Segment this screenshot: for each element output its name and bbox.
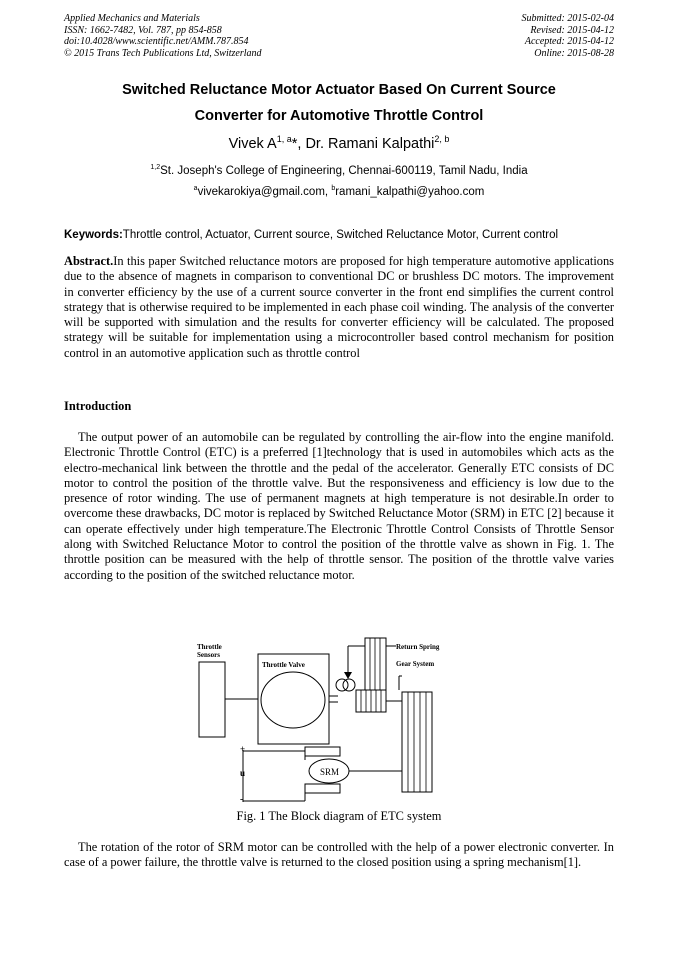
- journal-info: [64, 13, 262, 59]
- abstract-label: Abstract.: [64, 254, 114, 268]
- abstract-text: In this paper Switched reluctance motors are proposed for high temperature automotive applications due to the absence of magnets in comparison to conventional DC or brushless DC motors. The improvement in converter efficiency by the use of a current source converter in the front end simplifies the current control strategy that is otherwise required to be implemented in each phase coil winding. The analysis of the converter will be supported with simulation and the results for converter efficiency will be calculated. The proposed strategy will be suitable for implementation using a microcontroller based control mechanism for position control in an automotive application such as throttle control: [64, 254, 614, 360]
- gear-system-label: Gear System: [396, 660, 435, 668]
- email-2: ramani_kalpathi@yahoo.com: [335, 185, 485, 198]
- paper-title-line-2: Converter for Automotive Throttle Control: [194, 108, 484, 124]
- copyright-line: © 2015 Trans Tech Publications Ltd, Switzerland: [64, 47, 262, 59]
- minus-label: -: [240, 794, 243, 804]
- gear-system-block: [402, 692, 432, 792]
- figure-caption: Fig. 1 The Block diagram of ETC system: [236, 809, 442, 823]
- intro-paragraph-2: [64, 840, 614, 871]
- throttle-sensors-label-1: Throttle: [197, 643, 222, 651]
- accepted-date: Accepted: 2015-04-12: [524, 36, 614, 47]
- return-spring-block: [365, 638, 386, 690]
- corresponding-mark: *: [291, 135, 298, 152]
- srm-label: SRM: [320, 767, 340, 777]
- affiliation: [40, 164, 638, 177]
- keywords-text: Throttle control, Actuator, Current source, Switched Reluctance Motor, Current control: [122, 229, 559, 241]
- introduction-heading: Introduction: [64, 399, 132, 413]
- submitted-date: Submitted: 2015-02-04: [521, 13, 614, 24]
- srm-bottom-clamp: [305, 784, 340, 793]
- emails: [40, 185, 638, 198]
- issn-line: ISSN: 1662-7482, Vol. 787, pp 854-858: [64, 24, 222, 36]
- author-line: [40, 134, 638, 152]
- author-1-sup: 1, a: [276, 134, 292, 144]
- return-spring-label: Return Spring: [396, 643, 440, 651]
- journal-name: Applied Mechanics and Materials: [64, 13, 200, 24]
- doi-line: doi:10.4028/www.scientific.net/AMM.787.854: [64, 36, 249, 47]
- revised-date: Revised: 2015-04-12: [530, 24, 614, 36]
- spring-coil-right: [343, 679, 355, 691]
- dates-info: [522, 13, 615, 59]
- email-2-sup: b: [331, 185, 336, 192]
- paper-title-line-1: Switched Reluctance Motor Actuator Based On Current Source: [122, 82, 556, 98]
- keywords-label: Keywords:: [64, 229, 123, 241]
- abstract: [64, 254, 614, 361]
- intro-paragraph-1: [64, 430, 614, 583]
- author-separator: ,: [297, 135, 306, 152]
- etc-block-diagram: [190, 630, 490, 808]
- throttle-sensors-label-2: Sensors: [197, 651, 220, 659]
- srm-top-clamp: [305, 747, 340, 756]
- plus-label: +: [240, 744, 246, 754]
- feedback-arrow-head: [344, 672, 352, 679]
- keywords: [64, 229, 614, 241]
- spring-coil-left: [336, 679, 348, 691]
- throttle-valve-label: Throttle Valve: [262, 661, 305, 669]
- intro-paragraph-1-text: The output power of an automobile can be regulated by controlling the air-flow into the engine manifold. Electronic Throttle Control (ETC) is a preferred [1]technology that is used in automobiles which acts as the electro-mechanical link between the throttle and the pedal of the accelerator. Generally ETC consists of DC motor to control the position of the throttle valve. But the responsiveness and efficiency is low due to the presence of rotor winding. The use of permanent magnets at high temperature is not desirable.In order to overcome these drawbacks, DC motor is replaced by Switched Reluctance Motor (SRM) in ETC [2] because it can operate effectively under high temperature.The Electronic Throttle Control Consists of Throttle Sensor along with Switched Reluctance Motor to control the position of the throttle valve as shown in Fig. 1. The throttle position can be measured with the help of throttle sensor. The position of the throttle valve varies according to the position of the switched reluctance motor.: [64, 430, 614, 582]
- affiliation-sup: 1,2: [150, 164, 161, 171]
- email-1: vivekarokiya@gmail.com,: [197, 185, 332, 198]
- online-date: Online: 2015-08-28: [534, 47, 614, 59]
- author-2: Dr. Ramani Kalpathi: [305, 135, 435, 152]
- email-1-sup: a: [193, 185, 198, 192]
- author-2-sup: 2, b: [434, 134, 450, 144]
- throttle-sensor-block: [199, 662, 225, 737]
- affiliation-text: St. Joseph's College of Engineering, Chennai-600119, Tamil Nadu, India: [160, 164, 528, 177]
- u-label: u: [240, 768, 246, 778]
- author-1: Vivek A: [228, 135, 277, 152]
- intro-paragraph-2-text: The rotation of the rotor of SRM motor can be controlled with the help of a power electronic converter. In case of a power failure, the throttle valve is returned to the closed position using a spring mechanism[1].: [64, 840, 614, 870]
